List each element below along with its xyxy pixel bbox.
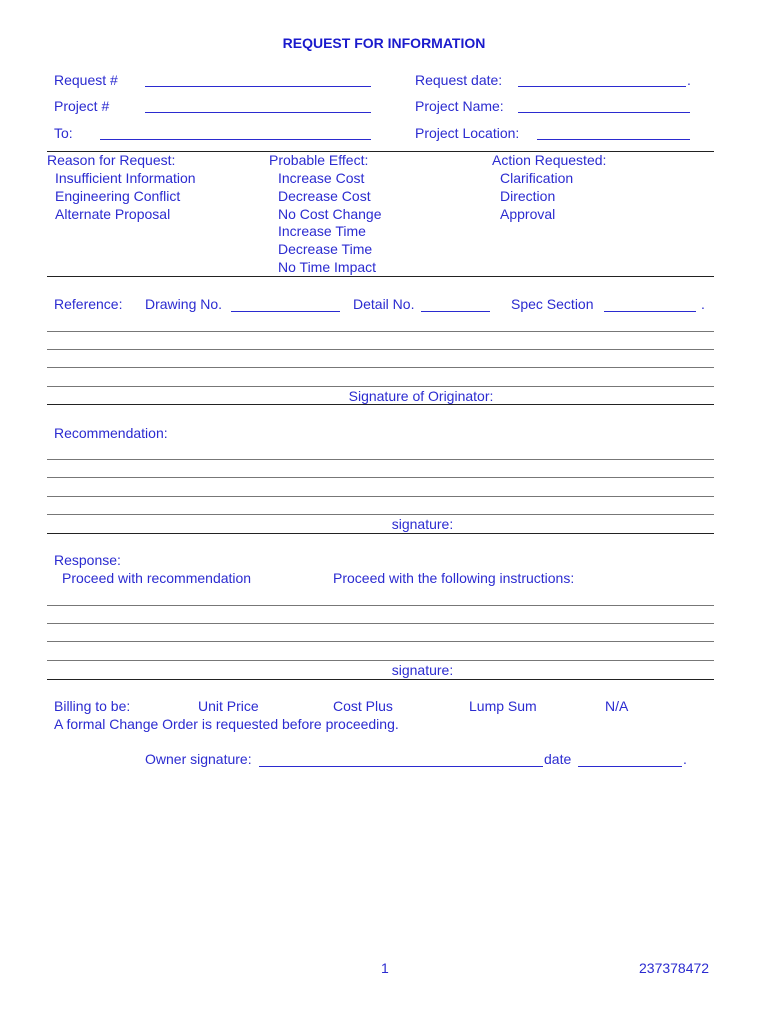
owner-date-field[interactable] bbox=[578, 766, 682, 767]
page-title: REQUEST FOR INFORMATION bbox=[282, 35, 486, 51]
drawing-number-label: Drawing No. bbox=[145, 296, 223, 312]
page-number: 1 bbox=[381, 960, 389, 976]
detail-number-label: Detail No. bbox=[353, 296, 415, 312]
billing-option-lump-sum[interactable]: Lump Sum bbox=[469, 698, 537, 714]
billing-option-cost-plus[interactable]: Cost Plus bbox=[333, 698, 393, 714]
action-heading: Action Requested: bbox=[492, 152, 607, 168]
response-signature-label: signature: bbox=[391, 662, 454, 678]
reason-option[interactable]: Engineering Conflict bbox=[55, 188, 181, 204]
writing-line[interactable] bbox=[47, 386, 714, 387]
response-option-recommendation[interactable]: Proceed with recommendation bbox=[62, 570, 252, 586]
divider bbox=[47, 679, 714, 680]
divider bbox=[47, 533, 714, 534]
effect-option[interactable]: No Time Impact bbox=[278, 259, 377, 275]
response-label: Response: bbox=[54, 552, 121, 568]
billing-label: Billing to be: bbox=[54, 698, 131, 714]
owner-date-period: . bbox=[683, 751, 687, 767]
owner-date-label: date bbox=[544, 751, 572, 767]
owner-signature-label: Owner signature: bbox=[145, 751, 252, 767]
request-date-label: Request date: bbox=[415, 72, 503, 88]
divider bbox=[47, 276, 714, 277]
effect-option[interactable]: Increase Cost bbox=[278, 170, 365, 186]
drawing-number-field[interactable] bbox=[231, 311, 340, 312]
writing-line[interactable] bbox=[47, 623, 714, 624]
project-location-label: Project Location: bbox=[415, 125, 520, 141]
reason-heading: Reason for Request: bbox=[47, 152, 176, 168]
reference-label: Reference: bbox=[54, 296, 123, 312]
owner-signature-field[interactable] bbox=[259, 766, 543, 767]
writing-line[interactable] bbox=[47, 349, 714, 350]
reason-option[interactable]: Insufficient Information bbox=[55, 170, 196, 186]
writing-line[interactable] bbox=[47, 331, 714, 332]
writing-line[interactable] bbox=[47, 367, 714, 368]
request-date-field[interactable] bbox=[518, 86, 686, 87]
request-number-field[interactable] bbox=[145, 86, 371, 87]
document-id: 237378472 bbox=[639, 960, 710, 976]
response-option-instructions[interactable]: Proceed with the following instructions: bbox=[333, 570, 575, 586]
spec-section-period: . bbox=[701, 296, 705, 312]
spec-section-field[interactable] bbox=[604, 311, 696, 312]
writing-line[interactable] bbox=[47, 641, 714, 642]
project-name-label: Project Name: bbox=[415, 98, 504, 114]
project-number-field[interactable] bbox=[145, 112, 371, 113]
billing-option-unit-price[interactable]: Unit Price bbox=[198, 698, 259, 714]
request-date-period: . bbox=[687, 72, 691, 88]
writing-line[interactable] bbox=[47, 514, 714, 515]
detail-number-field[interactable] bbox=[421, 311, 490, 312]
to-label: To: bbox=[54, 125, 73, 141]
divider bbox=[47, 404, 714, 405]
effect-option[interactable]: Decrease Cost bbox=[278, 188, 371, 204]
writing-line[interactable] bbox=[47, 477, 714, 478]
action-option[interactable]: Approval bbox=[500, 206, 556, 222]
to-field[interactable] bbox=[100, 139, 371, 140]
billing-option-na[interactable]: N/A bbox=[605, 698, 629, 714]
effect-option[interactable]: Decrease Time bbox=[278, 241, 373, 257]
action-option[interactable]: Clarification bbox=[500, 170, 574, 186]
reason-option[interactable]: Alternate Proposal bbox=[55, 206, 171, 222]
recommendation-label: Recommendation: bbox=[54, 425, 168, 441]
project-name-field[interactable] bbox=[518, 112, 690, 113]
effect-option[interactable]: Increase Time bbox=[278, 223, 366, 239]
request-number-label: Request # bbox=[54, 72, 118, 88]
writing-line[interactable] bbox=[47, 459, 714, 460]
originator-signature-label: Signature of Originator: bbox=[348, 388, 494, 404]
spec-section-label: Spec Section bbox=[511, 296, 594, 312]
writing-line[interactable] bbox=[47, 496, 714, 497]
writing-line[interactable] bbox=[47, 605, 714, 606]
change-order-note: A formal Change Order is requested before proceeding. bbox=[54, 716, 399, 732]
writing-line[interactable] bbox=[47, 660, 714, 661]
project-location-field[interactable] bbox=[537, 139, 690, 140]
action-option[interactable]: Direction bbox=[500, 188, 556, 204]
effect-option[interactable]: No Cost Change bbox=[278, 206, 382, 222]
project-number-label: Project # bbox=[54, 98, 110, 114]
effect-heading: Probable Effect: bbox=[269, 152, 369, 168]
recommendation-signature-label: signature: bbox=[391, 516, 454, 532]
